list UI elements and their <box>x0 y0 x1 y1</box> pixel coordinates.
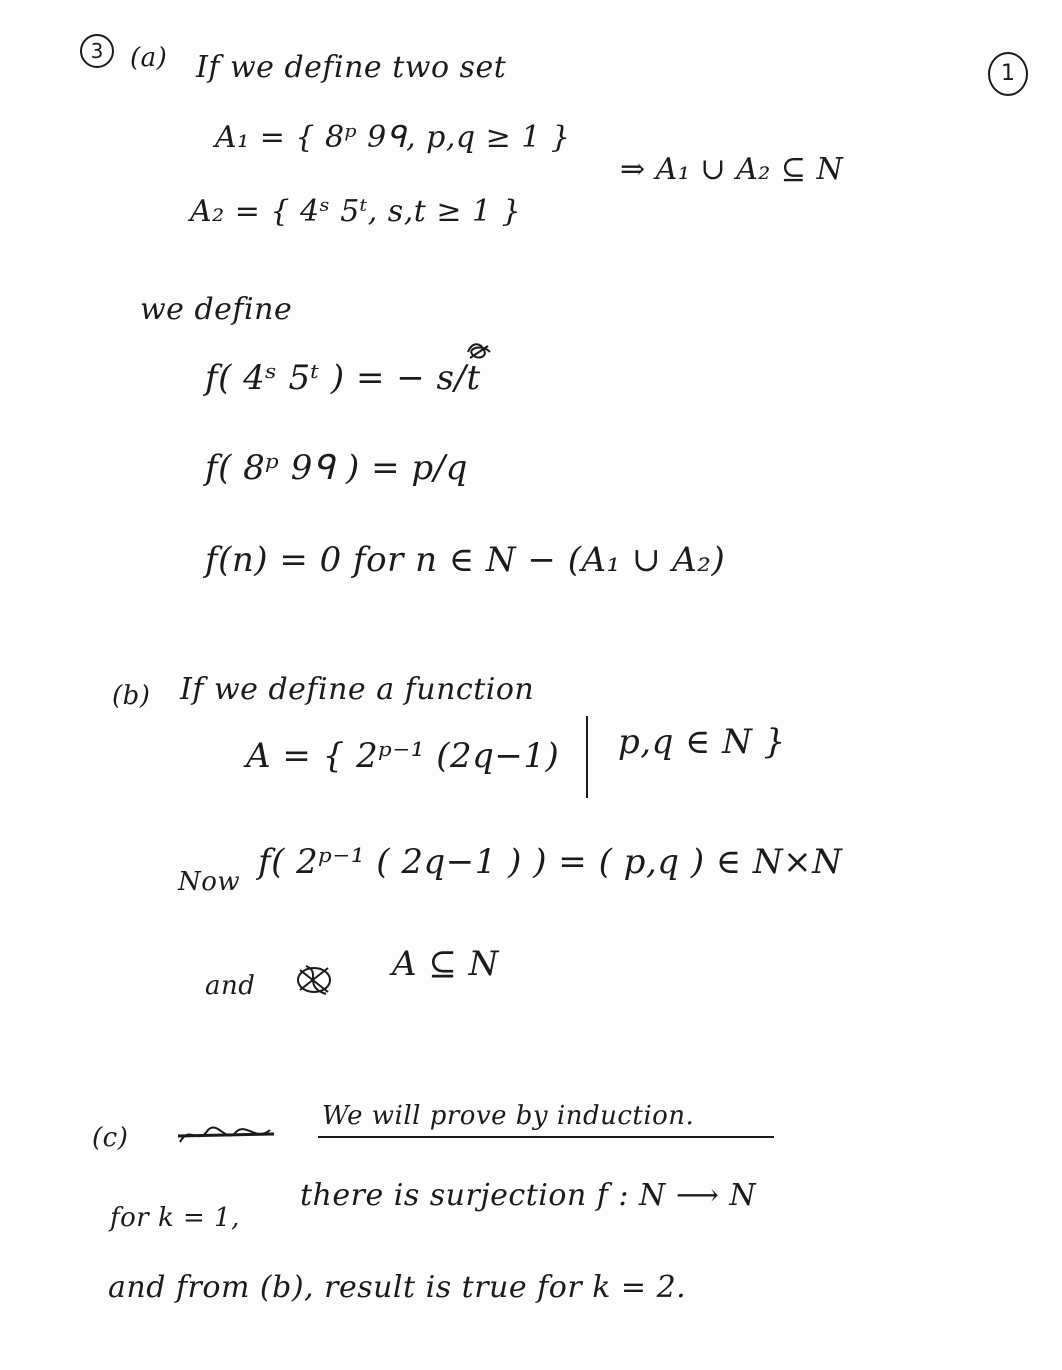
line1-text: there is surjection f : N ⟶ N <box>300 1178 757 1213</box>
part-a-label: (a) <box>130 43 168 73</box>
f-definition-2: f( 8ᵖ 9ᑫ ) = p/q <box>205 448 468 488</box>
problem-number-text: 3 <box>90 39 104 63</box>
set-divider <box>586 716 588 798</box>
set-a: A = { 2ᵖ⁻¹ (2q−1) <box>246 736 560 776</box>
part-c-heading: We will prove by induction. <box>322 1101 695 1131</box>
heading-underline <box>318 1136 774 1138</box>
now-label: Now <box>178 867 241 897</box>
problem-number <box>80 34 114 68</box>
now-expression: f( 2ᵖ⁻¹ ( 2q−1 ) ) = ( p,q ) ∈ N×N <box>258 842 843 882</box>
part-b-intro: If we define a function <box>180 672 535 707</box>
f-definition-3: f(n) = 0 for n ∈ N − (A₁ ∪ A₂) <box>205 540 726 580</box>
f-definition-1: f( 4ˢ 5ᵗ ) = − s/t <box>205 358 481 398</box>
part-c-label: (c) <box>92 1123 129 1153</box>
page-number <box>988 52 1028 96</box>
page-number-text: 1 <box>1001 61 1015 86</box>
and-label: and <box>205 971 256 1001</box>
set-a2: A₂ = { 4ˢ 5ᵗ, s,t ≥ 1 } <box>190 194 522 229</box>
struck-out-word <box>176 1120 276 1150</box>
we-define: we define <box>140 292 293 327</box>
line2-text: and from (b), result is true for k = 2. <box>108 1270 687 1305</box>
implication: ⇒ A₁ ∪ A₂ ⊆ N <box>620 152 844 187</box>
part-b-label: (b) <box>112 681 151 711</box>
set-a1: A₁ = { 8ᵖ 9ᑫ, p,q ≥ 1 } <box>215 120 571 155</box>
crossed-out-scribble <box>292 962 336 998</box>
set-a-condition: p,q ∈ N } <box>618 722 786 762</box>
and-expression: A ⊆ N <box>392 944 499 984</box>
line1-prefix: for k = 1, <box>110 1203 240 1233</box>
part-a-intro: If we define two set <box>196 50 507 85</box>
